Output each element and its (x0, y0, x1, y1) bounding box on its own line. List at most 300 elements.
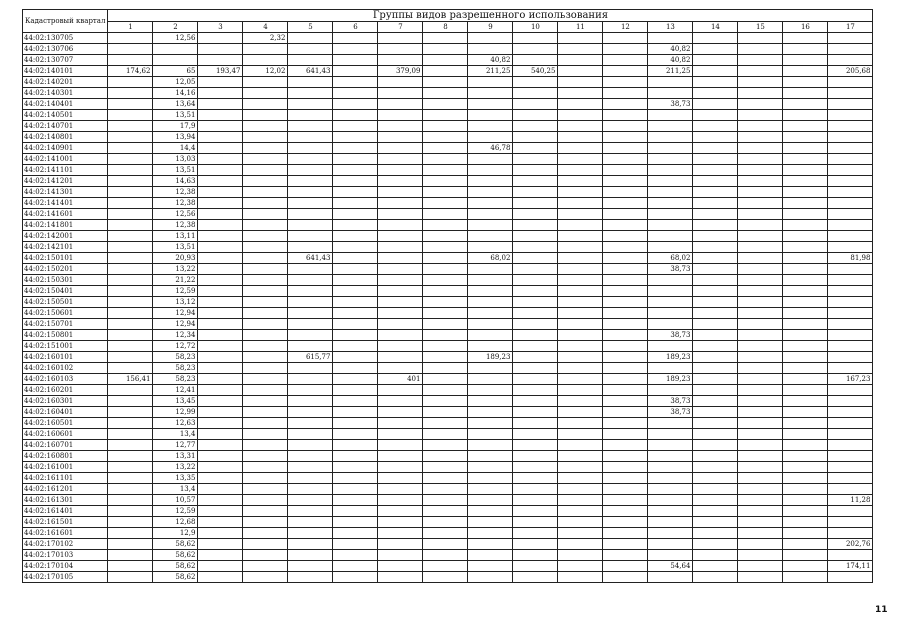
value-cell (288, 528, 333, 539)
value-cell (288, 154, 333, 165)
value-cell (378, 352, 423, 363)
value-cell (243, 484, 288, 495)
value-cell (108, 165, 153, 176)
value-cell (108, 231, 153, 242)
value-cell (648, 143, 693, 154)
value-cell (423, 198, 468, 209)
value-cell (423, 517, 468, 528)
value-cell (333, 88, 378, 99)
value-cell (738, 143, 783, 154)
value-cell: 14,4 (153, 143, 198, 154)
value-cell (738, 77, 783, 88)
value-cell (783, 363, 828, 374)
value-cell (783, 396, 828, 407)
value-cell (423, 407, 468, 418)
value-cell (738, 132, 783, 143)
kadastr-number-cell: 44:02:140901 (23, 143, 108, 154)
value-cell (423, 165, 468, 176)
value-cell (108, 297, 153, 308)
value-cell (108, 539, 153, 550)
value-cell: 40,82 (648, 55, 693, 66)
value-cell (468, 517, 513, 528)
value-cell (243, 88, 288, 99)
value-cell (693, 99, 738, 110)
value-cell (423, 66, 468, 77)
value-cell (243, 55, 288, 66)
value-cell (783, 440, 828, 451)
value-cell (783, 352, 828, 363)
value-cell (378, 550, 423, 561)
value-cell (468, 176, 513, 187)
value-cell: 13,51 (153, 242, 198, 253)
value-cell (108, 154, 153, 165)
kadastr-number-cell: 44:02:161401 (23, 506, 108, 517)
value-cell (378, 341, 423, 352)
value-cell: 205,68 (828, 66, 873, 77)
group-number-header: 9 (468, 22, 513, 33)
value-cell (783, 517, 828, 528)
value-cell: 12,59 (153, 506, 198, 517)
value-cell: 10,57 (153, 495, 198, 506)
value-cell (828, 77, 873, 88)
value-cell (603, 110, 648, 121)
group-number-header: 4 (243, 22, 288, 33)
value-cell (333, 77, 378, 88)
value-cell (693, 77, 738, 88)
value-cell (333, 264, 378, 275)
value-cell (108, 517, 153, 528)
kadastr-number-cell: 44:02:141101 (23, 165, 108, 176)
value-cell (378, 418, 423, 429)
value-cell (693, 341, 738, 352)
value-cell (648, 308, 693, 319)
value-cell (468, 286, 513, 297)
group-number-header: 2 (153, 22, 198, 33)
value-cell (693, 308, 738, 319)
value-cell (333, 187, 378, 198)
value-cell (693, 528, 738, 539)
kadastr-number-cell: 44:02:140101 (23, 66, 108, 77)
value-cell (243, 330, 288, 341)
value-cell (378, 429, 423, 440)
value-cell (513, 572, 558, 583)
value-cell: 189,23 (648, 352, 693, 363)
value-cell (828, 341, 873, 352)
table-row (23, 132, 873, 143)
table-row (23, 286, 873, 297)
value-cell (603, 55, 648, 66)
value-cell (378, 132, 423, 143)
value-cell (198, 308, 243, 319)
value-cell (468, 154, 513, 165)
value-cell (333, 198, 378, 209)
value-cell (603, 44, 648, 55)
value-cell (243, 99, 288, 110)
value-cell (693, 539, 738, 550)
group-number-header: 3 (198, 22, 243, 33)
value-cell (783, 253, 828, 264)
value-cell (333, 220, 378, 231)
value-cell (198, 176, 243, 187)
group-number-header: 13 (648, 22, 693, 33)
value-cell (783, 429, 828, 440)
value-cell (468, 429, 513, 440)
value-cell (558, 528, 603, 539)
group-number-header: 5 (288, 22, 333, 33)
value-cell (288, 407, 333, 418)
value-cell: 12,34 (153, 330, 198, 341)
value-cell (738, 418, 783, 429)
value-cell: 12,05 (153, 77, 198, 88)
value-cell (828, 209, 873, 220)
value-cell: 12,63 (153, 418, 198, 429)
value-cell (648, 550, 693, 561)
value-cell (288, 231, 333, 242)
value-cell (198, 429, 243, 440)
value-cell: 11,28 (828, 495, 873, 506)
value-cell (693, 143, 738, 154)
value-cell (423, 44, 468, 55)
value-cell: 65 (153, 66, 198, 77)
value-cell (288, 132, 333, 143)
table-row (23, 561, 873, 572)
value-cell (738, 55, 783, 66)
value-cell (783, 561, 828, 572)
value-cell (828, 319, 873, 330)
value-cell (513, 231, 558, 242)
value-cell (513, 264, 558, 275)
table-row (23, 385, 873, 396)
value-cell (603, 385, 648, 396)
value-cell (558, 187, 603, 198)
value-cell: 81,98 (828, 253, 873, 264)
value-cell (693, 484, 738, 495)
table-row (23, 363, 873, 374)
value-cell (648, 121, 693, 132)
table-body (23, 33, 873, 583)
value-cell (108, 187, 153, 198)
value-cell (828, 88, 873, 99)
value-cell (198, 473, 243, 484)
value-cell (243, 429, 288, 440)
value-cell: 12,94 (153, 319, 198, 330)
value-cell (378, 286, 423, 297)
kadastr-number-cell: 44:02:161501 (23, 517, 108, 528)
value-cell: 46,78 (468, 143, 513, 154)
value-cell: 20,93 (153, 253, 198, 264)
value-cell (468, 407, 513, 418)
value-cell (603, 352, 648, 363)
value-cell (513, 220, 558, 231)
value-cell (378, 396, 423, 407)
value-cell (198, 407, 243, 418)
value-cell (648, 33, 693, 44)
value-cell (198, 143, 243, 154)
value-cell (783, 319, 828, 330)
value-cell (378, 231, 423, 242)
value-cell (198, 220, 243, 231)
value-cell (603, 209, 648, 220)
value-cell (558, 132, 603, 143)
value-cell (423, 495, 468, 506)
value-cell (468, 484, 513, 495)
value-cell: 2,32 (243, 33, 288, 44)
value-cell (783, 341, 828, 352)
value-cell (513, 440, 558, 451)
value-cell (333, 44, 378, 55)
value-cell (333, 176, 378, 187)
value-cell (243, 418, 288, 429)
value-cell (603, 154, 648, 165)
value-cell (378, 462, 423, 473)
value-cell (468, 33, 513, 44)
value-cell (603, 528, 648, 539)
value-cell (648, 132, 693, 143)
value-cell (513, 462, 558, 473)
kadastr-number-cell: 44:02:160501 (23, 418, 108, 429)
value-cell (198, 385, 243, 396)
table-row (23, 33, 873, 44)
value-cell (693, 44, 738, 55)
kadastr-number-cell: 44:02:150401 (23, 286, 108, 297)
value-cell (108, 484, 153, 495)
value-cell (558, 253, 603, 264)
value-cell (198, 253, 243, 264)
kadastr-number-cell: 44:02:150201 (23, 264, 108, 275)
value-cell (693, 286, 738, 297)
value-cell (558, 143, 603, 154)
value-cell (108, 363, 153, 374)
kadastr-number-cell: 44:02:160101 (23, 352, 108, 363)
value-cell: 17,9 (153, 121, 198, 132)
value-cell (828, 418, 873, 429)
value-cell (378, 330, 423, 341)
value-cell (108, 341, 153, 352)
value-cell (693, 132, 738, 143)
value-cell (783, 330, 828, 341)
value-cell (783, 220, 828, 231)
value-cell (198, 330, 243, 341)
value-cell (333, 429, 378, 440)
value-cell (198, 99, 243, 110)
value-cell (783, 198, 828, 209)
value-cell (558, 429, 603, 440)
value-cell (693, 462, 738, 473)
value-cell (828, 143, 873, 154)
table-row (23, 429, 873, 440)
value-cell (243, 143, 288, 154)
value-cell (513, 99, 558, 110)
value-cell (423, 374, 468, 385)
value-cell (558, 176, 603, 187)
value-cell (693, 242, 738, 253)
value-cell (558, 209, 603, 220)
value-cell (738, 308, 783, 319)
value-cell: 13,4 (153, 484, 198, 495)
value-cell (603, 495, 648, 506)
value-cell (738, 451, 783, 462)
value-cell (423, 220, 468, 231)
value-cell (423, 352, 468, 363)
table-row (23, 242, 873, 253)
value-cell (603, 297, 648, 308)
value-cell (738, 44, 783, 55)
value-cell (108, 330, 153, 341)
kadastr-number-cell: 44:02:150101 (23, 253, 108, 264)
value-cell (693, 231, 738, 242)
value-cell (603, 506, 648, 517)
value-cell (108, 176, 153, 187)
value-cell (828, 198, 873, 209)
value-cell (468, 187, 513, 198)
value-cell (648, 77, 693, 88)
value-cell (558, 264, 603, 275)
value-cell (828, 297, 873, 308)
value-cell (378, 539, 423, 550)
value-cell (378, 253, 423, 264)
value-cell (783, 385, 828, 396)
value-cell (423, 121, 468, 132)
value-cell: 189,23 (468, 352, 513, 363)
value-cell (558, 572, 603, 583)
value-cell (603, 407, 648, 418)
value-cell (198, 539, 243, 550)
value-cell (108, 286, 153, 297)
value-cell (288, 451, 333, 462)
value-cell (333, 209, 378, 220)
value-cell (738, 462, 783, 473)
value-cell (783, 506, 828, 517)
value-cell (693, 561, 738, 572)
value-cell (603, 220, 648, 231)
value-cell (243, 286, 288, 297)
value-cell (783, 77, 828, 88)
value-cell (648, 528, 693, 539)
value-cell (378, 473, 423, 484)
value-cell (648, 187, 693, 198)
value-cell (243, 506, 288, 517)
value-cell: 58,23 (153, 352, 198, 363)
value-cell (738, 341, 783, 352)
value-cell (243, 385, 288, 396)
value-cell (423, 77, 468, 88)
value-cell (828, 484, 873, 495)
value-cell (558, 33, 603, 44)
value-cell (558, 561, 603, 572)
value-cell (693, 495, 738, 506)
value-cell (108, 308, 153, 319)
value-cell (423, 231, 468, 242)
value-cell (108, 495, 153, 506)
kadastr-number-cell: 44:02:160601 (23, 429, 108, 440)
value-cell (828, 132, 873, 143)
value-cell (108, 209, 153, 220)
value-cell (378, 385, 423, 396)
value-cell (558, 341, 603, 352)
value-cell: 211,25 (468, 66, 513, 77)
value-cell (108, 198, 153, 209)
table-row (23, 264, 873, 275)
value-cell (108, 440, 153, 451)
value-cell (693, 374, 738, 385)
value-cell (693, 352, 738, 363)
value-cell (558, 484, 603, 495)
value-cell (783, 374, 828, 385)
value-cell (333, 165, 378, 176)
value-cell (603, 77, 648, 88)
table-row (23, 330, 873, 341)
value-cell (693, 473, 738, 484)
table-row (23, 407, 873, 418)
value-cell (738, 473, 783, 484)
value-cell (243, 198, 288, 209)
value-cell (333, 110, 378, 121)
value-cell (378, 517, 423, 528)
table-row (23, 165, 873, 176)
value-cell (513, 308, 558, 319)
value-cell (468, 561, 513, 572)
value-cell (468, 198, 513, 209)
value-cell (333, 297, 378, 308)
value-cell (198, 528, 243, 539)
value-cell (468, 99, 513, 110)
value-cell (243, 165, 288, 176)
table-row (23, 462, 873, 473)
value-cell (333, 341, 378, 352)
table-row (23, 517, 873, 528)
value-cell: 68,02 (648, 253, 693, 264)
value-cell: 202,76 (828, 539, 873, 550)
value-cell (243, 132, 288, 143)
value-cell (378, 308, 423, 319)
kadastr-number-cell: 44:02:160701 (23, 440, 108, 451)
value-cell (738, 319, 783, 330)
value-cell (468, 539, 513, 550)
land-use-table-sheet (22, 9, 873, 583)
kadastr-number-cell: 44:02:141601 (23, 209, 108, 220)
value-cell (423, 550, 468, 561)
value-cell (333, 286, 378, 297)
value-cell (693, 154, 738, 165)
value-cell (333, 242, 378, 253)
value-cell (288, 495, 333, 506)
value-cell: 58,23 (153, 363, 198, 374)
table-row (23, 319, 873, 330)
value-cell: 13,31 (153, 451, 198, 462)
value-cell: 641,43 (288, 66, 333, 77)
value-cell (513, 374, 558, 385)
value-cell (108, 143, 153, 154)
value-cell (558, 352, 603, 363)
value-cell (603, 231, 648, 242)
value-cell (378, 440, 423, 451)
value-cell (288, 187, 333, 198)
value-cell (648, 429, 693, 440)
table-row (23, 253, 873, 264)
value-cell (828, 165, 873, 176)
value-cell (828, 550, 873, 561)
value-cell: 13,22 (153, 462, 198, 473)
value-cell (288, 341, 333, 352)
value-cell: 167,23 (828, 374, 873, 385)
value-cell: 13,51 (153, 110, 198, 121)
value-cell (378, 264, 423, 275)
value-cell (783, 407, 828, 418)
value-cell (333, 506, 378, 517)
value-cell (423, 242, 468, 253)
value-cell (333, 55, 378, 66)
value-cell (738, 561, 783, 572)
